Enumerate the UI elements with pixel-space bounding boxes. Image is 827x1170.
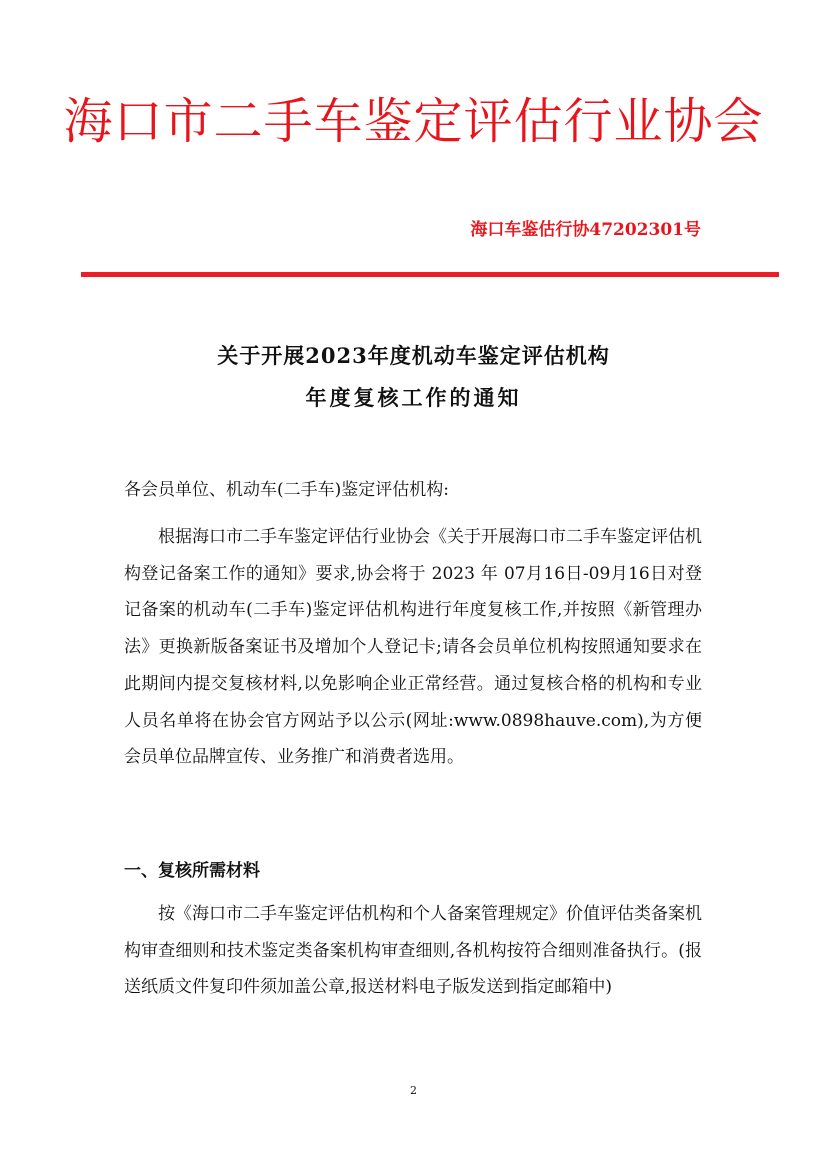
salutation: 各会员单位、机动车(二手车)鉴定评估机构: (124, 480, 449, 500)
page-number: 2 (410, 1084, 417, 1097)
section-heading-materials: 一、复核所需材料 (124, 861, 260, 881)
notice-title-line-2: 年度复核工作的通知 (305, 385, 522, 410)
document-number: 海口车鉴估行协47202301号 (470, 220, 701, 240)
red-divider-rule (81, 272, 779, 277)
body-paragraph-1: 根据海口市二手车鉴定评估行业协会《关于开展海口市二手车鉴定评估机构登记备案工作的通知》要求,协会将于 2023 年 07月16日-09月16日对登记备案的机动车(二手车)鉴定评估机构进行年度复核工作,并按照《新管理办法》更换新版备案证书及增加个人登记卡;请各会员单位机构按照通知要求在此期间内提交复核材料,以免影响企业正常经营。通过复核合格的机构和专业人员名单将在协会官方网站予以公示(网址:www.0898hauve.com),为方便会员单位品牌宣传、业务推广和消费者选用。 (124, 527, 702, 768)
notice-title-line-1: 关于开展2023年度机动车鉴定评估机构 (217, 343, 610, 368)
org-name-header: 海口市二手车鉴定评估行业协会 (63, 93, 764, 150)
body-paragraph-2: 按《海口市二手车鉴定评估机构和个人备案管理规定》价值评估类备案机构审查细则和技术鉴定类备案机构审查细则,各机构按符合细则准备执行。(报送纸质文件复印件须加盖公章,报送材料电子版发送到指定邮箱中) (124, 904, 702, 998)
